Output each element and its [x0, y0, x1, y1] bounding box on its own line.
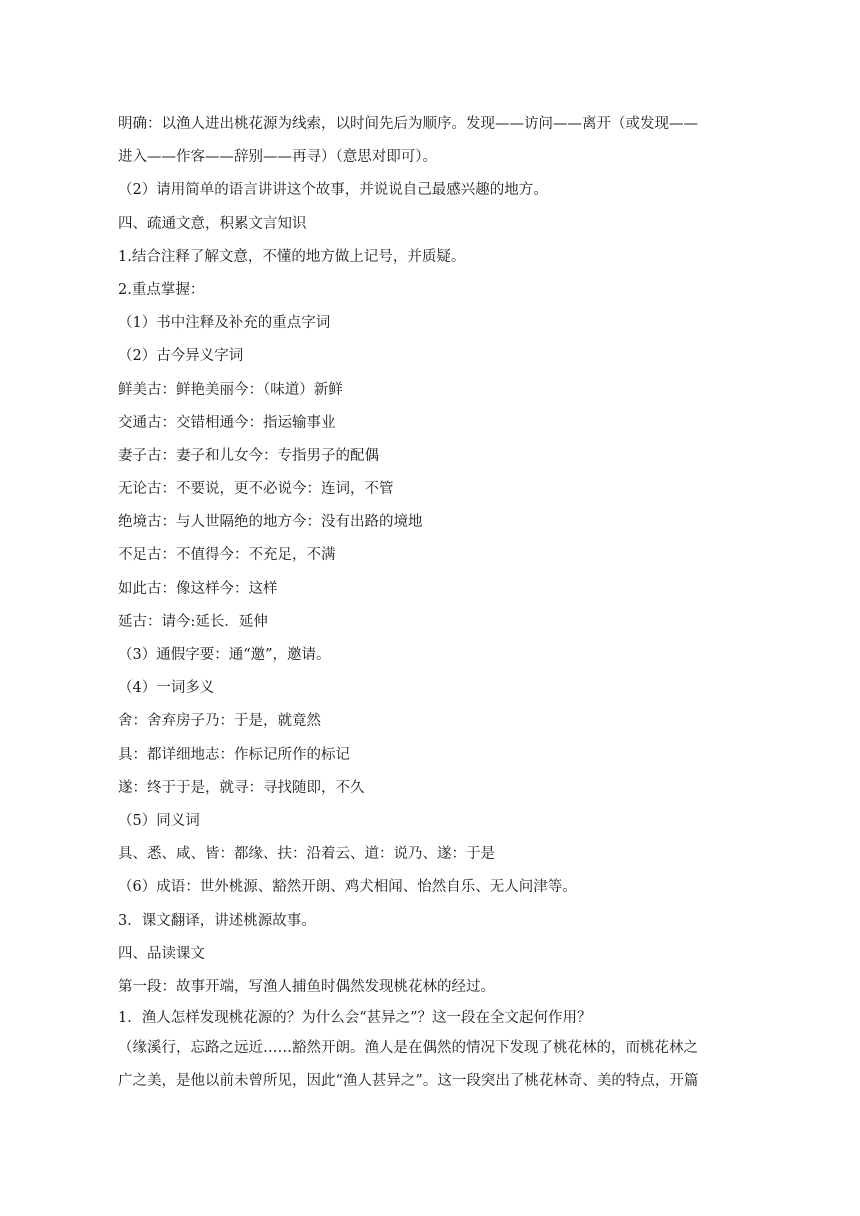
- paragraph-line: 妻子古：妻子和儿女今：专指男子的配偶: [118, 447, 379, 464]
- paragraph-line: 2.重点掌握：: [118, 281, 205, 298]
- paragraph-line: 延古：请今:延长．延伸: [118, 613, 268, 630]
- paragraph-line: （2）古今异义字词: [118, 348, 244, 365]
- paragraph-line: （5）同义词: [118, 812, 200, 829]
- section-heading: 四、品读课文: [118, 945, 205, 962]
- paragraph-line: 交通古：交错相通今：指运输事业: [118, 414, 336, 431]
- paragraph-line: （6）成语：世外桃源、豁然开朗、鸡犬相闻、怡然自乐、无人问津等。: [118, 879, 577, 896]
- paragraph-line: 3．课文翻译，讲述桃源故事。: [118, 912, 316, 929]
- paragraph-line: 绝境古：与人世隔绝的地方今：没有出路的境地: [118, 514, 423, 531]
- paragraph-line: （1）书中注释及补充的重点字词: [118, 315, 331, 332]
- paragraph-line: 具、悉、咸、皆：都缘、扶：沿着云、道：说乃、遂：于是: [118, 846, 495, 863]
- paragraph-line: （3）通假字要：通“邀”，邀请。: [118, 647, 331, 663]
- document-body: [118, 108, 738, 1098]
- paragraph-line: 明确：以渔人进出桃花源为线索，以时间先后为顺序。发现——访问——离开（或发现——: [118, 116, 698, 132]
- paragraph-line: 不足古：不值得今：不充足，不满: [118, 547, 336, 564]
- paragraph-line: 鲜美古：鲜艳美丽今：（味道）新鲜: [118, 381, 343, 398]
- paragraph-line: 具：都详细地志：作标记所作的标记: [118, 746, 350, 763]
- paragraph-line: 进入——作客——辞别——再寻）（意思对即可）。: [118, 149, 437, 166]
- paragraph-line: （缘溪行，忘路之远近……豁然开朗。渔人是在偶然的情况下发现了桃花林的，而桃花林之: [118, 1040, 698, 1057]
- section-heading: 四、疏通文意，积累文言知识: [118, 215, 307, 232]
- question-line: 1．渔人怎样发现桃花源的？为什么会“甚异之”？这一段在全文起何作用？: [118, 1010, 592, 1027]
- paragraph-line: （2）请用简单的语言讲讲这个故事，并说说自己最感兴趣的地方。: [118, 182, 548, 199]
- paragraph-line: 1.结合注释了解文意，不懂的地方做上记号，并质疑。: [118, 248, 466, 265]
- paragraph-line: （4）一词多义: [118, 680, 215, 697]
- paragraph-line: 第一段：故事开端，写渔人捕鱼时偶然发现桃花林的经过。: [118, 978, 495, 995]
- paragraph-line: 遂：终于于是，就寻：寻找随即，不久: [118, 779, 365, 796]
- paragraph-line: 广之美，是他以前未曾所见，因此“渔人甚异之”。这一段突出了桃花林奇、美的特点，开篇: [118, 1073, 699, 1090]
- paragraph-line: 如此古：像这样今：这样: [118, 580, 278, 597]
- paragraph-line: 无论古：不要说，更不必说今：连词，不管: [118, 481, 394, 498]
- paragraph-line: 舍：舍弃房子乃：于是，就竟然: [118, 713, 321, 730]
